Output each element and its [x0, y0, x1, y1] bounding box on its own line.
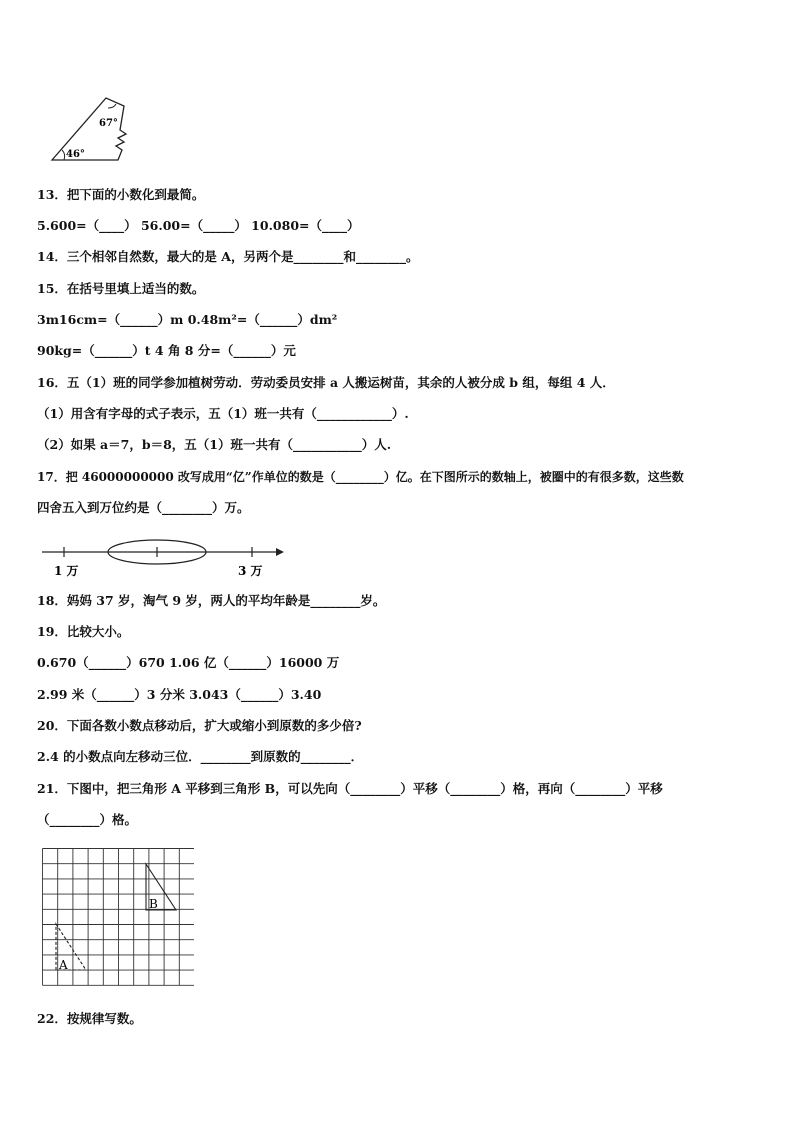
number-line-arrow — [276, 548, 284, 556]
question-20: 20．下面各数小数点移动后，扩大或缩小到原数的多少倍? — [37, 718, 362, 733]
question-19: 19．比较大小。 — [37, 624, 130, 639]
question-21-line-2: （________）格。 — [37, 812, 138, 827]
question-22: 22．按规律写数。 — [37, 1011, 142, 1026]
label-left: 1 万 — [54, 564, 79, 578]
angle-arc-left — [62, 150, 65, 160]
angle-top-label: 67° — [99, 118, 118, 129]
question-19-b: 2.99 米（______）3 分米 3.043（______）3.40 — [37, 687, 322, 702]
question-16-part-2: （2）如果 a＝7，b＝8，五（1）班一共有（___________）人. — [37, 437, 392, 452]
label-a: A — [59, 958, 68, 972]
question-20-a: 2.4 的小数点向左移动三位．________到原数的________． — [37, 749, 364, 764]
question-13-items: 5.600=（____） 56.00=（_____） 10.080=（____） — [37, 218, 360, 233]
question-19-a: 0.670（______）670 1.06 亿（______）16000 万 — [37, 655, 340, 670]
number-line-figure — [38, 536, 288, 580]
angle-arc-top — [108, 104, 116, 108]
grid-figure — [42, 848, 194, 988]
question-21-line-1: 21．下图中，把三角形 A 平移到三角形 B，可以先向（________）平移（________）格，再向（________）平移 — [37, 781, 663, 796]
question-13: 13．把下面的小数化到最简。 — [37, 187, 205, 202]
question-15-a: 3m16cm=（______）m 0.48m²=（______）dm² — [37, 312, 338, 327]
question-15: 15．在括号里填上适当的数。 — [37, 281, 205, 296]
angle-left-label: 46° — [66, 149, 85, 160]
label-b: B — [149, 897, 158, 911]
question-16-part-1: （1）用含有字母的式子表示，五（1）班一共有（____________）. — [37, 406, 409, 421]
question-17-line-1: 17．把 46000000000 改写成用“亿”作单位的数是（________）亿。在下图所示的数轴上，被圈中的有很多数，这些数 — [37, 470, 684, 484]
question-17-line-2: 四舍五入到万位约是（________）万。 — [37, 500, 250, 515]
question-14: 14．三个相邻自然数，最大的是 A，另两个是________和________。 — [37, 249, 419, 264]
triangle-figure — [48, 94, 130, 164]
question-15-b: 90kg=（______）t 4 角 8 分=（______）元 — [37, 343, 296, 358]
label-right: 3 万 — [238, 564, 263, 578]
question-18: 18．妈妈 37 岁，淘气 9 岁，两人的平均年龄是________岁。 — [37, 593, 386, 608]
question-16: 16．五（1）班的同学参加植树劳动．劳动委员安排 a 人搬运树苗，其余的人被分成 b 组，每组 4 人． — [37, 375, 615, 390]
